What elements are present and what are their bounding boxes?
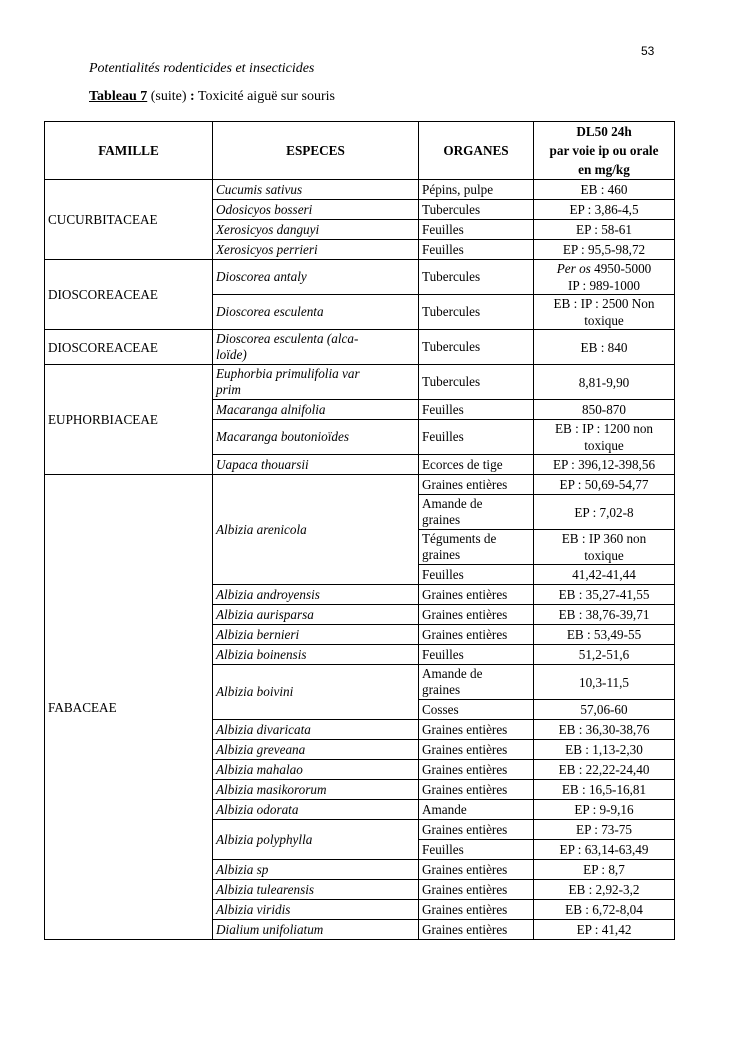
header-dl50-line3: en mg/kg [578,162,630,177]
organ-cell: Graines entières [419,900,534,920]
table-caption [89,89,335,105]
species-cell: Dialium unifoliatum [213,920,419,940]
dl50-cell: EP : 63,14-63,49 [534,840,675,860]
species-cell: Dioscorea antaly [213,260,419,295]
organ-cell: Tubercules [419,200,534,220]
table-row [45,475,675,495]
species-cell: Odosicyos bosseri [213,200,419,220]
dl50-cell: EP : 58-61 [534,220,675,240]
toxicity-table [44,121,675,940]
organ-cell: Graines entières [419,760,534,780]
family-dioscoreaceae: DIOSCOREACEAE [45,330,213,365]
organ-cell: Graines entières [419,920,534,940]
species-line: Euphorbia primulifolia var [216,366,360,381]
header-organes: ORGANES [419,122,534,180]
dl50-cell: 8,81-9,90 [534,365,675,400]
organ-cell: Graines entières [419,585,534,605]
organ-cell: Tubercules [419,295,534,330]
organ-cell: Graines entières [419,720,534,740]
species-cell: Albizia polyphylla [213,820,419,860]
species-cell: Cucumis sativus [213,180,419,200]
dl50-cell: EP : 50,69-54,77 [534,475,675,495]
species-line: loïde) [216,347,247,362]
organ-cell: Graines entières [419,880,534,900]
table-label: Tableau 7 [89,89,148,104]
organ-cell: Graines entières [419,780,534,800]
species-cell: Xerosicyos danguyi [213,220,419,240]
dl50-cell: EB : 2,92-3,2 [534,880,675,900]
header-famille: FAMILLE [45,122,213,180]
species-cell: Xerosicyos perrieri [213,240,419,260]
dl50-line: toxique [584,438,624,453]
species-cell: Albizia viridis [213,900,419,920]
dl50-cell: EP : 73-75 [534,820,675,840]
organ-cell: Pépins, pulpe [419,180,534,200]
dl50-cell: EB : 16,5-16,81 [534,780,675,800]
species-cell: Albizia boinensis [213,645,419,665]
organ-cell: Tubercules [419,330,534,365]
dl50-cell: EP : 8,7 [534,860,675,880]
species-cell: Macaranga alnifolia [213,400,419,420]
family-cucurbitaceae: CUCURBITACEAE [45,180,213,260]
dl50-cell [534,530,675,565]
species-cell [213,365,419,400]
dl50-cell: EB : 6,72-8,04 [534,900,675,920]
header-especes: ESPECES [213,122,419,180]
organ-cell: Graines entières [419,820,534,840]
species-cell: Albizia sp [213,860,419,880]
organ-cell: Graines entières [419,740,534,760]
species-cell: Albizia arenicola [213,475,419,585]
dl50-line: EB : IP 360 non [561,531,647,546]
family-euphorbiaceae: EUPHORBIACEAE [45,365,213,475]
dl50-cell: EP : 396,12-398,56 [534,455,675,475]
dl50-cell: 10,3-11,5 [534,665,675,700]
dl50-cell: EB : 35,27-41,55 [534,585,675,605]
species-cell [213,330,419,365]
species-cell: Albizia odorata [213,800,419,820]
organ-line: graines [422,682,461,697]
species-cell: Albizia divaricata [213,720,419,740]
species-line: prim [216,382,241,397]
header-dl50-line1: DL50 24h [576,124,632,139]
organ-cell [419,495,534,530]
organ-line: graines [422,547,461,562]
species-cell: Albizia tulearensis [213,880,419,900]
organ-cell: Tubercules [419,260,534,295]
organ-cell: Cosses [419,700,534,720]
organ-cell: Feuilles [419,220,534,240]
organ-line: Amande de [422,666,483,681]
header-dl50 [534,122,675,180]
species-cell: Macaranga boutonioïdes [213,420,419,455]
organ-cell: Graines entières [419,860,534,880]
species-cell: Albizia boivini [213,665,419,720]
table-row [45,180,675,200]
dl50-line: toxique [584,313,624,328]
header-row [45,122,675,180]
organ-cell [419,665,534,700]
organ-cell: Graines entières [419,625,534,645]
per-os-value: 4950-5000 [590,261,652,276]
dl50-cell: EB : 53,49-55 [534,625,675,645]
dl50-line: EB : IP : 1200 non [554,421,654,436]
dl50-cell: EP : 95,5-98,72 [534,240,675,260]
dl50-cell: 57,06-60 [534,700,675,720]
dl50-cell: EP : 3,86-4,5 [534,200,675,220]
organ-cell: Feuilles [419,240,534,260]
dl50-cell: EP : 7,02-8 [534,495,675,530]
species-cell: Albizia mahalao [213,760,419,780]
per-os-label: Per os [556,261,591,276]
dl50-cell: EP : 9-9,16 [534,800,675,820]
species-cell: Albizia greveana [213,740,419,760]
table-row [45,365,675,400]
dl50-cell: 850-870 [534,400,675,420]
organ-cell: Graines entières [419,605,534,625]
organ-cell: Ecorces de tige [419,455,534,475]
dl50-cell: EB : 22,22-24,40 [534,760,675,780]
organ-cell: Amande [419,800,534,820]
organ-cell: Feuilles [419,645,534,665]
dl50-cell: EB : 38,76-39,71 [534,605,675,625]
organ-cell: Graines entières [419,475,534,495]
family-dioscoreaceae: DIOSCOREACEAE [45,260,213,330]
dl50-line: toxique [584,548,624,563]
running-title: Potentialités rodenticides et insecticides [89,61,315,76]
organ-cell: Feuilles [419,840,534,860]
organ-cell: Feuilles [419,565,534,585]
organ-cell [419,530,534,565]
organ-line: graines [422,512,461,527]
species-line: Dioscorea esculenta (alca- [216,331,359,346]
species-cell: Dioscorea esculenta [213,295,419,330]
table-caption-colon: : [190,89,195,104]
page-number: 53 [641,44,655,58]
table-row [45,330,675,365]
header-dl50-line2: par voie ip ou orale [549,143,659,158]
species-cell: Albizia bernieri [213,625,419,645]
table-row [45,260,675,295]
dl50-cell: EB : 460 [534,180,675,200]
ip-value: IP : 989-1000 [567,278,641,293]
dl50-line: EB : IP : 2500 Non [553,296,655,311]
species-cell: Albizia masikororum [213,780,419,800]
table-caption-title: Toxicité aiguë sur souris [194,89,335,104]
dl50-cell: 41,42-41,44 [534,565,675,585]
organ-cell: Tubercules [419,365,534,400]
dl50-cell: EB : 36,30-38,76 [534,720,675,740]
organ-cell: Feuilles [419,420,534,455]
dl50-cell [534,295,675,330]
dl50-cell [534,420,675,455]
species-cell: Albizia aurisparsa [213,605,419,625]
dl50-cell: 51,2-51,6 [534,645,675,665]
organ-line: Téguments de [422,531,497,546]
dl50-cell: EB : 840 [534,330,675,365]
organ-cell: Feuilles [419,400,534,420]
dl50-cell: EB : 1,13-2,30 [534,740,675,760]
species-cell: Albizia androyensis [213,585,419,605]
species-cell: Uapaca thouarsii [213,455,419,475]
organ-line: Amande de [422,496,483,511]
dl50-cell: EP : 41,42 [534,920,675,940]
table-caption-suffix: (suite) [147,89,190,104]
dl50-cell [534,260,675,295]
family-fabaceae: FABACEAE [45,475,213,940]
